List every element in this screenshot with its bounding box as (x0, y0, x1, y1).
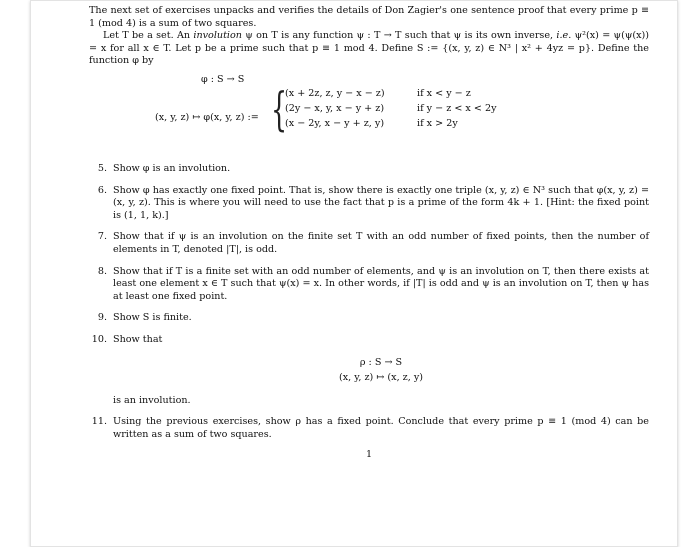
exercise-number: 8. (97, 265, 107, 277)
exercise-text: Show φ is an involution. (113, 162, 231, 174)
exercise-number: 7. (97, 231, 107, 243)
exercise-9 (89, 312, 649, 325)
exercise-10 (89, 334, 649, 407)
case-condition: if x > 2y (417, 117, 458, 129)
exercise-number: 11. (91, 416, 107, 428)
definition-ie: i.e. (556, 30, 572, 42)
document-page (30, 0, 678, 547)
document-body (89, 5, 649, 460)
rho-signature: ρ : S → S (359, 356, 403, 368)
rho-definition-display (113, 355, 649, 385)
phi-mapping: (x, y, z) ↦ φ(x, y, z) := (155, 111, 259, 123)
exercise-text: Show that (113, 333, 163, 345)
exercise-text: Show that if T is a finite set with an odd number of elements, and ψ is an involution on T, then there exists at least one element x ∈ T such that ψ(x) = x. In other words, if |T| is odd and ψ is an involution on T, then ψ has at least one fixed point. (113, 265, 649, 302)
page-number: 1 (365, 449, 373, 460)
exercise-text-after: is an involution. (113, 394, 191, 406)
phi-case-1 (285, 88, 497, 103)
exercise-7 (89, 231, 649, 256)
rho-mapping: (x, y, z) ↦ (x, z, y) (338, 371, 423, 383)
exercise-number: 9. (97, 312, 107, 324)
exercise-text: Show S is finite. (113, 312, 192, 324)
exercise-number: 6. (97, 184, 107, 196)
exercise-list (89, 163, 649, 441)
exercise-5 (89, 163, 649, 176)
phi-case-3 (285, 118, 497, 133)
exercise-8 (89, 266, 649, 304)
exercise-text: Show that if ψ is an involution on the finite set T with an odd number of fixed points, then the number of elements in T, denoted |T|, is odd. (113, 231, 649, 255)
exercise-11 (89, 416, 649, 441)
definition-lead: Let T be a set. An (103, 30, 194, 42)
exercise-number: 5. (97, 162, 107, 174)
cases-brace: { (271, 81, 288, 136)
exercise-text: Using the previous exercises, show ρ has a fixed point. Conclude that every prime p ≡ 1 (mod 4) can be written as a sum of two squares. (113, 416, 649, 440)
case-expression: (x + 2z, z, y − x − z) (285, 87, 385, 99)
exercise-6 (89, 185, 649, 223)
definition-term: involution (193, 30, 242, 42)
case-expression: (x − 2y, x − y + z, y) (285, 117, 385, 129)
phi-case-2 (285, 103, 497, 118)
phi-definition-display (89, 68, 649, 154)
definition-rest: ψ²(x) = ψ(ψ(x)) = x for all x ∈ T. Let p be a prime such that p ≡ 1 mod 4. Define S := {(x, y, z) ∈ N³ | x² + 4yz = p}. Define the function φ by (89, 30, 649, 67)
phi-signature: φ : S → S (201, 73, 245, 85)
definition-paragraph (89, 30, 649, 68)
intro-paragraph: The next set of exercises unpacks and verifies the details of Don Zagier's one sentence proof that every prime p ≡ 1 (mod 4) is a sum of two squares. (89, 5, 649, 29)
case-condition: if y − z < x < 2y (417, 102, 497, 114)
case-expression: (2y − x, y, x − y + z) (285, 102, 385, 114)
definition-tail: ψ on T is any function ψ : T → T such that ψ is its own inverse, (241, 30, 557, 42)
exercise-text: Show φ has exactly one fixed point. That is, show there is exactly one triple (x, y, z) ∈ N³ such that φ(x, y, z) = (x, y, z). This is where you will need to use the fact that p is a prime of the form 4k + 1. [Hint: the fixed point is (1, 1, k).] (113, 184, 649, 221)
phi-cases (285, 88, 497, 133)
case-condition: if x < y − z (417, 87, 471, 99)
exercise-number: 10. (91, 333, 107, 345)
